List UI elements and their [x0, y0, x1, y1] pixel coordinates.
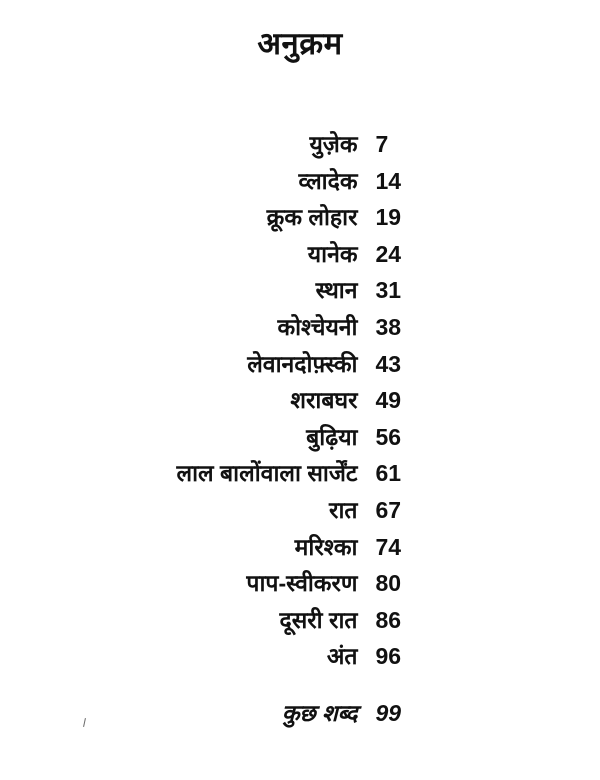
toc-entry-page: 80 — [375, 570, 402, 597]
toc-entry-page: 24 — [375, 240, 402, 267]
toc-entry-page: 7 — [375, 131, 389, 157]
toc-entry-label: लेवानदोफ़्स्की — [247, 350, 358, 377]
toc-entry-label: बुढ़िया — [306, 423, 358, 450]
toc-entry-page: 31 — [375, 277, 402, 304]
toc-entry-page: 14 — [375, 167, 402, 194]
toc-entry-label: क्रूक लोहार — [266, 204, 358, 231]
toc-entry-label: अंत — [326, 643, 358, 670]
toc-table — [176, 126, 423, 732]
toc-entry-page: 19 — [375, 204, 402, 231]
toc-entry-page: 96 — [375, 643, 402, 670]
toc-entry-label: दूसरी रात — [279, 606, 358, 633]
toc-entry-label: व्लादेक — [298, 167, 358, 194]
toc-row[interactable] — [176, 419, 423, 456]
toc-row[interactable] — [176, 272, 423, 309]
toc-entry-page: 74 — [375, 533, 402, 560]
toc-entry-label: युज़ेक — [309, 131, 358, 157]
toc-entry-page: 61 — [375, 460, 402, 487]
toc-entry-page: 38 — [375, 313, 402, 340]
toc-row[interactable] — [176, 199, 423, 236]
toc-row[interactable] — [176, 492, 423, 529]
toc-entry-page: 86 — [375, 606, 402, 633]
toc-row[interactable] — [176, 638, 423, 675]
toc-entry-label: शराबघर — [290, 387, 358, 414]
table-of-contents — [0, 126, 600, 732]
toc-entry-page: 99 — [375, 699, 402, 726]
toc-entry-page: 56 — [375, 423, 402, 450]
toc-entry-label: पाप-स्वीकरण — [246, 570, 358, 597]
toc-entry-label: कोश्चेयनी — [277, 313, 358, 340]
toc-row[interactable] — [176, 382, 423, 419]
toc-entry-label: यानेक — [307, 240, 358, 267]
toc-row[interactable] — [176, 236, 423, 273]
toc-entry-page: 43 — [375, 350, 402, 377]
toc-row[interactable] — [176, 309, 423, 346]
toc-row[interactable] — [176, 675, 423, 732]
toc-row[interactable] — [176, 565, 423, 602]
toc-entry-page: 49 — [375, 387, 402, 414]
toc-entry-page: 67 — [375, 496, 402, 523]
toc-entry-label: स्थान — [315, 277, 358, 304]
toc-entry-label: मरिश्का — [294, 533, 358, 560]
toc-row[interactable] — [176, 602, 423, 639]
toc-row[interactable] — [176, 455, 423, 492]
toc-row[interactable] — [176, 163, 423, 200]
page-title: अनुक्रम — [257, 26, 343, 61]
toc-entry-label: कुछ शब्द — [281, 699, 358, 726]
toc-body — [176, 126, 423, 732]
toc-row[interactable] — [176, 346, 423, 383]
toc-row[interactable] — [176, 126, 423, 163]
toc-row[interactable] — [176, 529, 423, 566]
toc-entry-label: रात — [329, 496, 358, 523]
toc-entry-label: लाल बालोंवाला सार्जेंट — [176, 460, 358, 487]
